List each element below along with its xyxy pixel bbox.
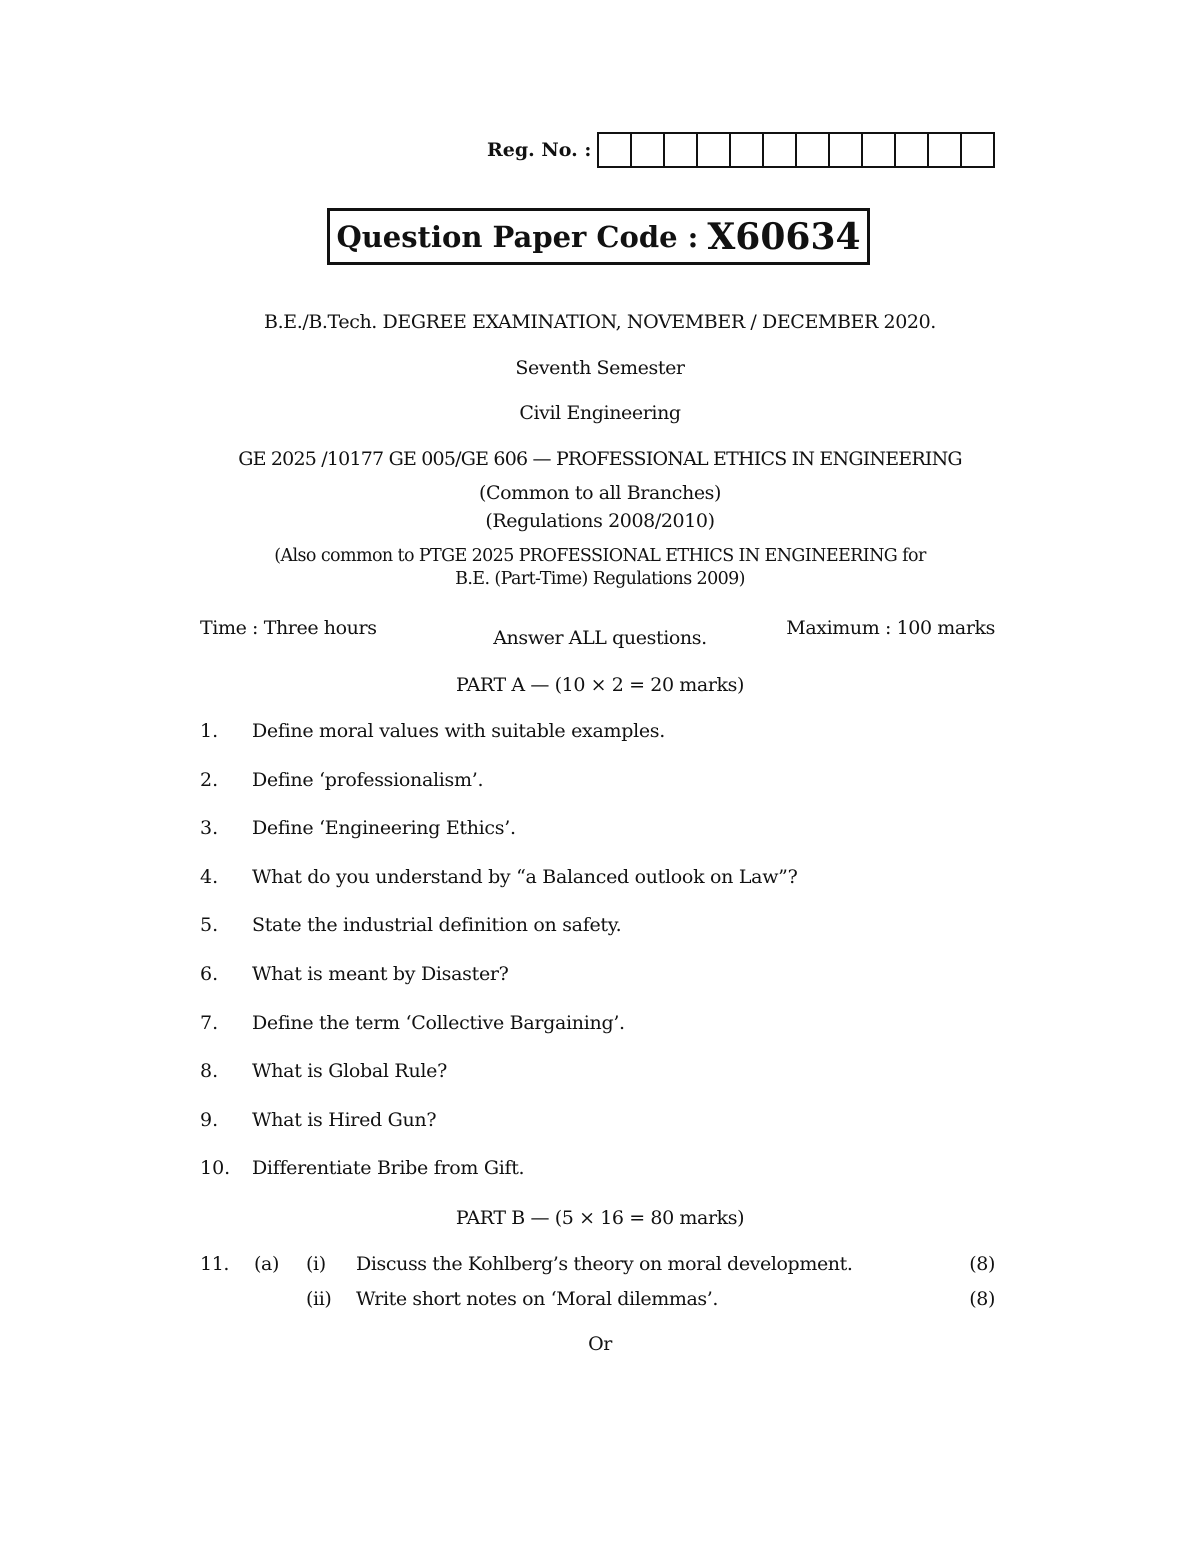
- reg-no-box: [729, 134, 762, 166]
- question-text: Define moral values with suitable examples.: [252, 720, 665, 742]
- reg-no-boxes: [597, 132, 995, 168]
- reg-no-box: [927, 134, 960, 166]
- or-separator: Or: [588, 1333, 612, 1355]
- question-number: 1.: [200, 720, 219, 742]
- part-a-heading: PART A — (10 × 2 = 20 marks): [455, 674, 745, 696]
- question-text: What is meant by Disaster?: [252, 963, 509, 985]
- semester: Seventh Semester: [515, 357, 685, 379]
- maximum-marks: Maximum : 100 marks: [786, 617, 995, 639]
- question-text: Define the term ‘Collective Bargaining’.: [252, 1012, 625, 1034]
- sub-question-text: Discuss the Kohlberg’s theory on moral development.: [356, 1253, 853, 1275]
- reg-no-box: [599, 134, 630, 166]
- question-text: State the industrial definition on safety.: [252, 914, 622, 936]
- question-number: 6.: [200, 963, 219, 985]
- question-number: 4.: [200, 866, 219, 888]
- sub-question-marks: (8): [969, 1288, 995, 1310]
- question-number: 3.: [200, 817, 219, 839]
- reg-no-box: [762, 134, 795, 166]
- also-common-line-2: B.E. (Part-Time) Regulations 2009): [455, 569, 745, 589]
- question-option: (a): [254, 1253, 279, 1275]
- sub-question-label: (ii): [306, 1288, 332, 1310]
- subject: GE 2025 /10177 GE 005/GE 606 — PROFESSIONAL ETHICS IN ENGINEERING: [238, 448, 962, 470]
- sub-question-marks: (8): [969, 1253, 995, 1275]
- sub-question-label: (i): [306, 1253, 326, 1275]
- question-number: 11.: [200, 1253, 230, 1275]
- question-number: 5.: [200, 914, 219, 936]
- reg-no-box: [828, 134, 861, 166]
- question-text: Differentiate Bribe from Gift.: [252, 1157, 525, 1179]
- reg-no-box: [894, 134, 927, 166]
- question-number: 2.: [200, 769, 219, 791]
- reg-no-box: [795, 134, 828, 166]
- question-paper-code-box: [327, 208, 870, 265]
- reg-no-box: [663, 134, 696, 166]
- question-number: 7.: [200, 1012, 219, 1034]
- question-text: Define ‘professionalism’.: [252, 769, 484, 791]
- question-number: 8.: [200, 1060, 219, 1082]
- question-number: 9.: [200, 1109, 219, 1131]
- reg-no-box: [696, 134, 729, 166]
- reg-no-box: [861, 134, 894, 166]
- question-paper-code-label: Question Paper Code :: [336, 219, 699, 254]
- reg-no-label: Reg. No. :: [487, 139, 592, 161]
- regulations: (Regulations 2008/2010): [485, 510, 715, 532]
- question-text: What is Hired Gun?: [252, 1109, 437, 1131]
- question-text: What is Global Rule?: [252, 1060, 447, 1082]
- reg-no-box: [630, 134, 663, 166]
- answer-all-instruction: Answer ALL questions.: [493, 627, 707, 649]
- reg-no-box: [960, 134, 993, 166]
- question-text: Define ‘Engineering Ethics’.: [252, 817, 516, 839]
- time-allowed: Time : Three hours: [200, 617, 377, 639]
- also-common-line-1: (Also common to PTGE 2025 PROFESSIONAL ETHICS IN ENGINEERING for: [274, 546, 926, 566]
- sub-question-text: Write short notes on ‘Moral dilemmas’.: [356, 1288, 719, 1310]
- exam-title: B.E./B.Tech. DEGREE EXAMINATION, NOVEMBER / DECEMBER 2020.: [264, 311, 936, 333]
- question-text: What do you understand by “a Balanced outlook on Law”?: [252, 866, 798, 888]
- common-to: (Common to all Branches): [478, 482, 722, 504]
- question-number: 10.: [200, 1157, 231, 1179]
- question-paper-code: X60634: [707, 215, 861, 258]
- department: Civil Engineering: [519, 402, 681, 424]
- part-b-heading: PART B — (5 × 16 = 80 marks): [455, 1207, 745, 1229]
